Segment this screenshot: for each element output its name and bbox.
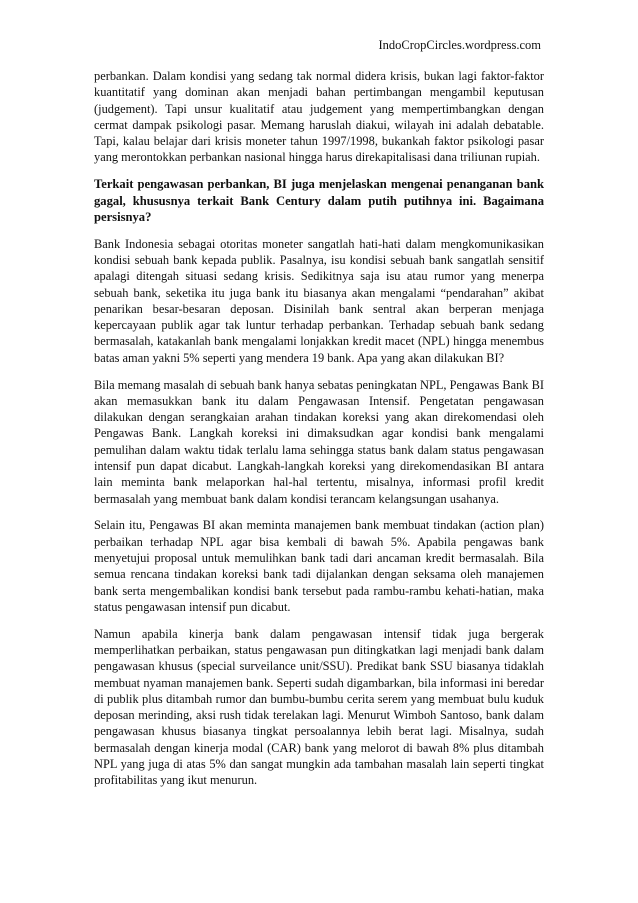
paragraph-action-plan: Selain itu, Pengawas BI akan meminta manajemen bank membuat tindakan (action plan) perbaikan terhadap NPL agar bisa kembali di bawah 5%. Apabila pengawas bank menyetujui proposal untuk memulihkan bank tadi dari ancaman kredit bermasalah. Bila semua rencana tindakan koreksi bank tadi dijalankan dengan seksama oleh manajemen bank serta mengembalikan kondisi bank tersebut pada rambu-rambu kehati-hatian, maka status pengawasan intensif pun dicabut. xyxy=(94,518,544,614)
paragraph-special-supervision: Namun apabila kinerja bank dalam pengawasan intensif tidak juga bergerak memperlihatkan perbaikan, status pengawasan pun ditingkatkan lagi menjadi bank dalam pengawasan khusus (special surveilance unit/SSU). Predikat bank SSU biasanya tidaklah membuat nyaman manajemen bank. Seperti sudah digambarkan, bila informasi ini beredar di publik plus ditambah rumor dan bumbu-bumbu cerita serem yang membuat bulu kuduk deposan merinding, aksi rush tidak terelakan lagi. Menurut Wimboh Santoso, bank dalam pengawasan khusus biasanya tingkat persoalannya lebih berat lagi. Misalnya, sudah bermasalah dengan kinerja modal (CAR) bank yang melorot di bawah 8% plus ditambah NPL yang juga di atas 5% dan sangat mungkin ada tambahan masalah lain seperti tingkat profitabilitas yang ikut menurun. xyxy=(94,626,544,788)
page-header-site: IndoCropCircles.wordpress.com xyxy=(378,38,541,52)
section-heading-question: Terkait pengawasan perbankan, BI juga menjelaskan mengenai penanganan bank gagal, khususnya terkait Bank Century dalam putih putihnya ini. Bagaimana persisnya? xyxy=(94,177,544,224)
paragraph-intro: perbankan. Dalam kondisi yang sedang tak normal didera krisis, bukan lagi faktor-faktor kuantitatif yang dominan akan menjadi bahan pertimbangan mengambil keputusan (judgement). Tapi unsur kualitatif atau judgement yang mempertimbangkan dengan cermat dampak psikologi pasar. Memang haruslah diakui, wilayah ini adalah debatable. Tapi, kalau belajar dari krisis moneter tahun 1997/1998, bukankah faktor psikologi pasar yang merontokkan perbankan nasional hingga harus direkapitalisasi dana triliunan rupiah. xyxy=(94,69,544,165)
article-body xyxy=(94,68,544,799)
paragraph-intensive-supervision: Bila memang masalah di sebuah bank hanya sebatas peningkatan NPL, Pengawas Bank BI akan memasukkan bank itu dalam Pengawasan Intensif. Pengetatan pengawasan dilakukan dengan serangkaian arahan tindakan koreksi yang akan direkomendasi oleh Pengawas Bank. Langkah koreksi ini dimaksudkan agar kondisi bank mengalami pemulihan dalam waktu tidak terlalu lama sehingga status bank dalam status pengawasan intensif pun dapat dicabut. Langkah-langkah koreksi yang direkomendasikan BI antara lain meminta bank melaporkan hal-hal tertentu, misalnya, informasi profil kredit bermasalah yang membuat bank dalam kondisi terancam kelangsungan usahanya. xyxy=(94,377,544,506)
paragraph-bi-communication: Bank Indonesia sebagai otoritas moneter sangatlah hati-hati dalam mengkomunikasikan kondisi sebuah bank kepada publik. Pasalnya, isu kondisi sebuah bank sangatlah sensitif apalagi ditengah situasi sedang krisis. Sedikitnya saja isu atau rumor yang menerpa sebuah bank, seketika itu juga bank itu biasanya akan mengalami “pendarahan” akibat penarikan besar-besaran deposan. Disinilah bank sentral akan berperan menjaga kepercayaan publik agar tak luntur terhadap perbankan. Terhadap sebuah bank sedang bermasalah, katakanlah bank mengalami lonjakkan kredit macet (NPL) hingga menembus batas aman yakni 5% seperti yang mendera 19 bank. Apa yang akan dilakukan BI? xyxy=(94,236,544,365)
